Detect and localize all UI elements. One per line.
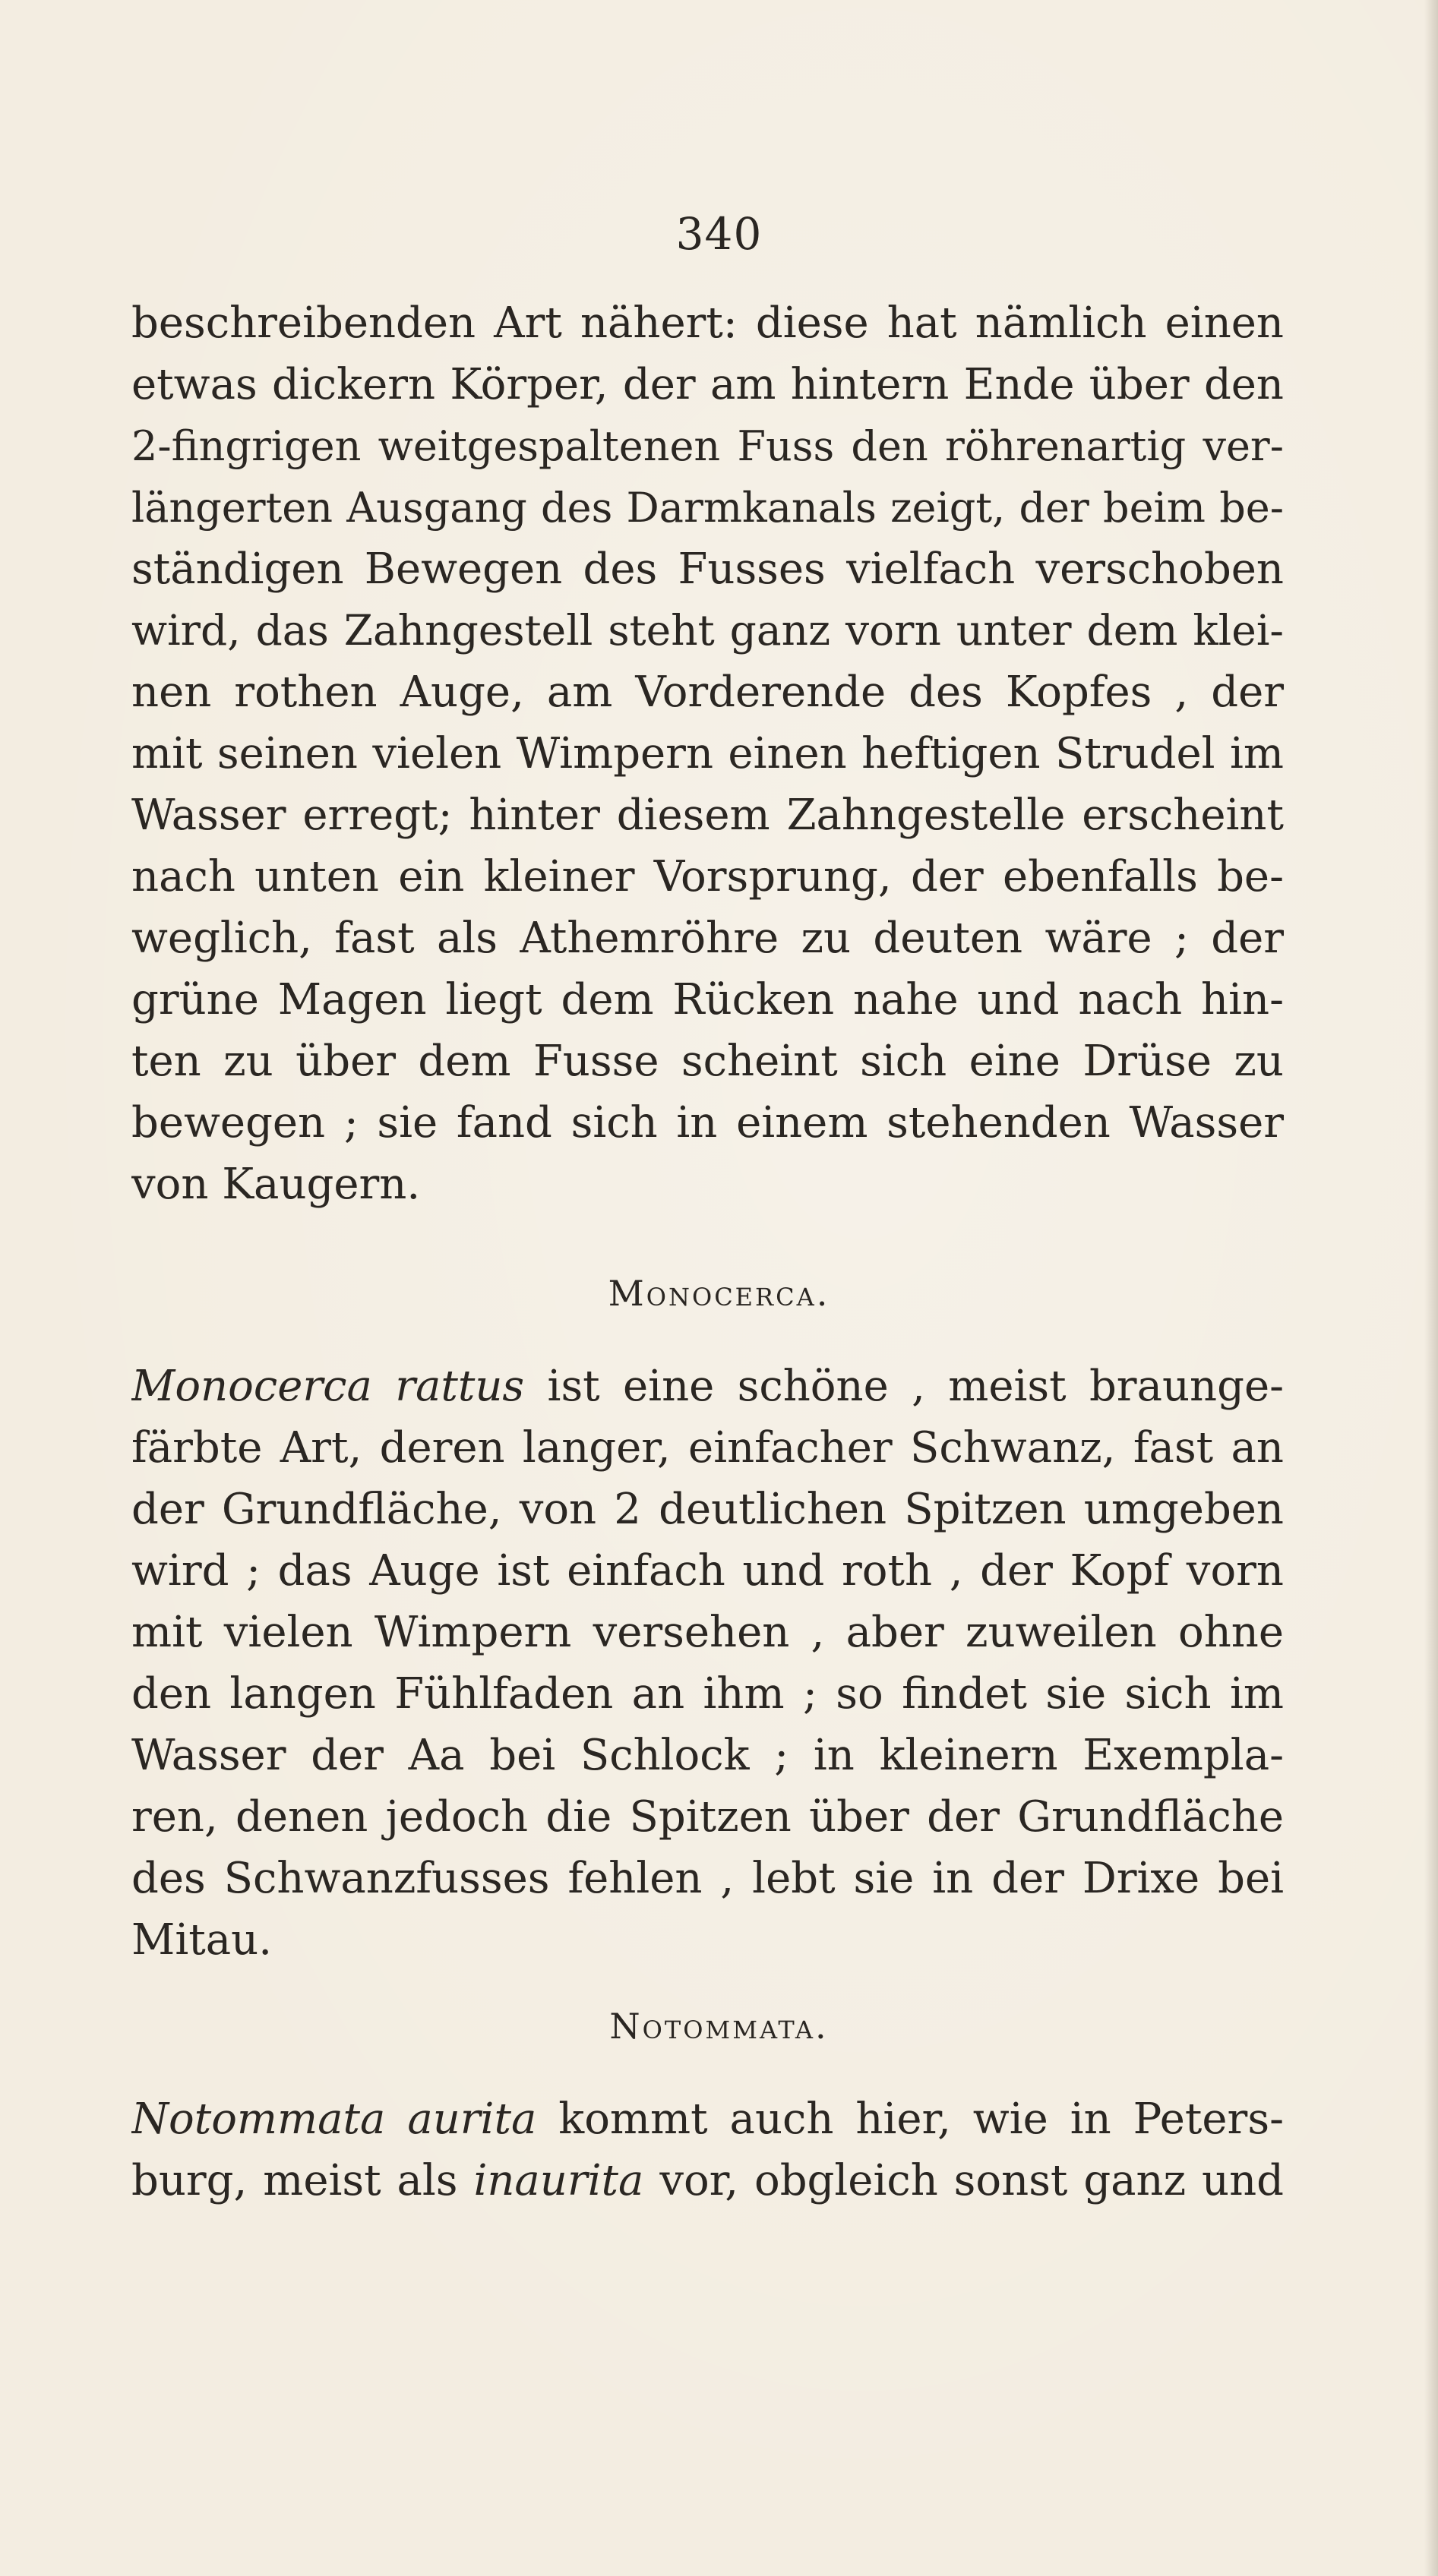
species-name: Notommata aurita	[131, 2095, 537, 2144]
text-line: etwas dickern Körper, der am hintern Ende über den	[131, 360, 1284, 409]
text-line: nach unten ein kleiner Vorsprung, der ebenfalls be-	[131, 852, 1284, 901]
text-line	[131, 2150, 1284, 2211]
text-run: burg, meist als	[131, 2156, 474, 2205]
section-heading-notommata: Notommata.	[609, 2006, 829, 2047]
text-line: ren, denen jedoch die Spitzen über der Grundfläche	[131, 1792, 1284, 1842]
text-line: längerten Ausgang des Darmkanals zeigt, der beim be-	[131, 484, 1284, 532]
text-line: wird ; das Auge ist einfach und roth , der Kopf vorn	[131, 1546, 1284, 1596]
text-line	[131, 1356, 1284, 1417]
text-line: ständigen Bewegen des Fusses vielfach verschoben	[131, 545, 1284, 594]
paragraph-notommata	[131, 2088, 1284, 2211]
text-line: mit seinen vielen Wimpern einen heftigen Strudel im	[131, 729, 1284, 778]
text-line: beschreibenden Art nähert: diese hat nämlich einen	[131, 298, 1284, 348]
text-line: mit vielen Wimpern versehen , aber zuweilen ohne	[131, 1608, 1284, 1657]
text-line: des Schwanzfusses fehlen , lebt sie in der Drixe bei	[131, 1854, 1284, 1903]
text-line: grüne Magen liegt dem Rücken nahe und nach hin-	[131, 975, 1284, 1024]
text-line	[131, 2088, 1284, 2150]
text-line: bewegen ; sie fand sich in einem stehenden Wasser	[131, 1098, 1284, 1148]
text-run: ist eine schöne , meist braunge-	[524, 1362, 1284, 1411]
text-line: den langen Fühlfaden an ihm ; so findet sie sich im	[131, 1669, 1284, 1719]
text-line: ten zu über dem Fusse scheint sich eine Drüse zu	[131, 1037, 1284, 1086]
text-line: der Grundfläche, von 2 deutlichen Spitzen umgeben	[131, 1485, 1284, 1534]
paragraph-continuation	[131, 292, 1284, 1215]
species-name: inaurita	[473, 2156, 644, 2205]
text-line: Mitau.	[131, 1915, 273, 1965]
text-line: wird, das Zahngestell steht ganz vorn unter dem klei-	[131, 606, 1284, 655]
section-heading-monocerca: Monocerca.	[608, 1273, 830, 1314]
text-line: färbte Art, deren langer, einfacher Schwanz, fast an	[131, 1423, 1284, 1473]
text-line: 2-fingrigen weitgespaltenen Fuss den röhrenartig ver-	[131, 422, 1284, 470]
paragraph-monocerca	[131, 1356, 1284, 1971]
text-line: Wasser der Aa bei Schlock ; in kleinern Exempla-	[131, 1731, 1284, 1780]
text-line: weglich, fast als Athemröhre zu deuten wäre ; der	[131, 914, 1284, 963]
species-name: Monocerca rattus	[131, 1362, 525, 1411]
text-line: von Kaugern.	[131, 1160, 421, 1209]
text-run: vor, obgleich sonst ganz und	[643, 2156, 1284, 2205]
page-number: 340	[675, 208, 763, 260]
text-run: kommt auch hier, wie in Peters-	[536, 2095, 1284, 2144]
text-line: Wasser erregt; hinter diesem Zahngestelle erscheint	[131, 791, 1284, 840]
text-line: nen rothen Auge, am Vorderende des Kopfes , der	[131, 668, 1284, 717]
